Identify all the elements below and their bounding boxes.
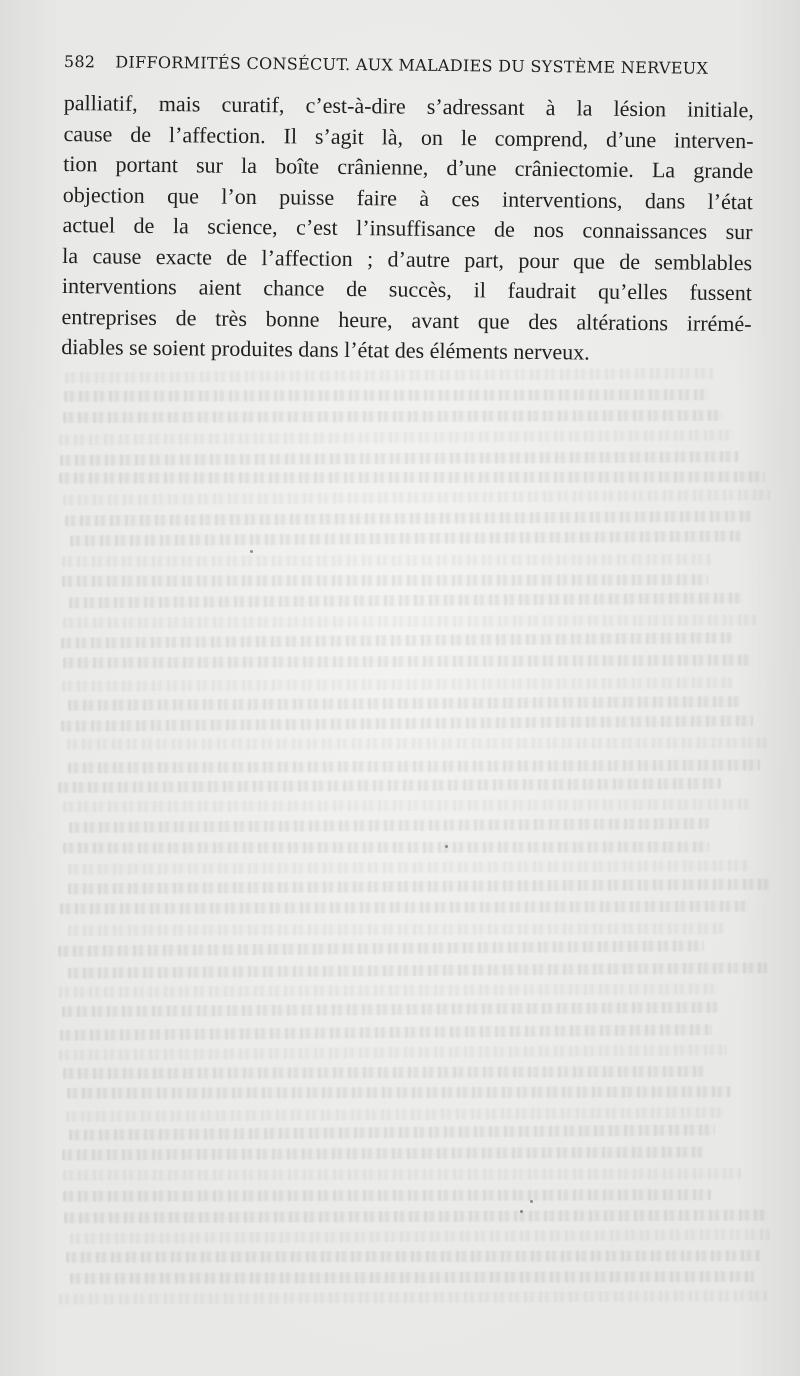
show-through-line bbox=[62, 1147, 704, 1161]
show-through-line bbox=[62, 677, 733, 692]
text-line: diables se soient produites dans l’état des éléments nerveux. bbox=[61, 333, 590, 365]
show-through-line bbox=[61, 715, 753, 731]
text-line: actuel de la science, c’est l’insuffisance de nos connaissances sur bbox=[62, 211, 753, 245]
show-through-line bbox=[66, 1107, 725, 1122]
show-through-line bbox=[67, 1087, 731, 1100]
speck bbox=[520, 1210, 523, 1213]
show-through-line bbox=[63, 1189, 711, 1202]
show-through-line bbox=[63, 1066, 704, 1079]
show-through-line bbox=[59, 430, 734, 446]
show-through-line bbox=[62, 574, 708, 586]
text-line: cause de l’affection. Il s’agit là, on le comprend, d’une interven- bbox=[63, 120, 754, 153]
show-through-line bbox=[69, 592, 742, 608]
show-through-line bbox=[65, 511, 752, 527]
show-through-line bbox=[67, 879, 770, 895]
show-through-line bbox=[69, 818, 710, 833]
show-through-line bbox=[59, 471, 765, 483]
show-through-line bbox=[63, 654, 751, 668]
show-through-line bbox=[69, 1125, 715, 1141]
show-through-line bbox=[70, 1229, 770, 1244]
running-title: DIFFORMITÉS CONSÉCUT. AUX MALADIES DU SYSTÈME NERVEUX bbox=[115, 52, 709, 78]
speck bbox=[250, 550, 253, 553]
show-through-text bbox=[50, 360, 790, 1320]
show-through-line bbox=[65, 368, 713, 384]
show-through-line bbox=[59, 983, 719, 997]
text-line: la cause exacte de l’affection ; d’autre part, pour que de semblables bbox=[62, 242, 753, 275]
show-through-line bbox=[61, 633, 733, 649]
show-through-line bbox=[63, 489, 770, 505]
show-through-line bbox=[67, 738, 767, 750]
text-line: objection que l’on puisse faire à ces interventions, dans l’état bbox=[62, 181, 753, 214]
show-through-line bbox=[68, 860, 749, 875]
text-line: tion portant sur la boîte crânienne, d’une crâniectomie. La grande bbox=[63, 150, 754, 184]
show-through-line bbox=[59, 1044, 727, 1060]
page-number: 582 bbox=[63, 52, 96, 72]
show-through-line bbox=[66, 1251, 761, 1264]
show-through-line bbox=[64, 389, 710, 402]
text-line: palliatif, mais curatif, c’est-à-dire s’adressant à la lésion initiale, bbox=[63, 89, 754, 123]
speck bbox=[445, 845, 448, 848]
show-through-line bbox=[60, 451, 739, 466]
show-through-line bbox=[68, 923, 724, 936]
show-through-line bbox=[64, 1210, 767, 1224]
show-through-line bbox=[62, 1002, 718, 1017]
show-through-line bbox=[58, 940, 704, 957]
show-through-line bbox=[60, 900, 750, 914]
text-line: entreprises de très bonne heure, avant que des altérations irrémé- bbox=[61, 303, 752, 336]
show-through-line bbox=[68, 696, 740, 711]
show-through-line bbox=[63, 410, 723, 423]
show-through-line bbox=[70, 1271, 754, 1284]
show-through-line bbox=[59, 1291, 767, 1305]
show-through-line bbox=[62, 554, 713, 567]
show-through-line bbox=[63, 798, 751, 812]
body-paragraph bbox=[61, 88, 754, 370]
show-through-line bbox=[60, 1024, 712, 1041]
show-through-line bbox=[63, 1168, 741, 1181]
show-through-line bbox=[63, 615, 756, 629]
show-through-line bbox=[68, 759, 760, 773]
show-through-line bbox=[63, 841, 709, 853]
show-through-line bbox=[68, 962, 767, 978]
text-line: interventions aient chance de succès, il faudrait qu’elles fussent bbox=[61, 272, 753, 306]
speck bbox=[530, 1200, 533, 1203]
show-through-line bbox=[58, 778, 721, 793]
page-header bbox=[64, 52, 754, 89]
show-through-line bbox=[70, 531, 741, 547]
